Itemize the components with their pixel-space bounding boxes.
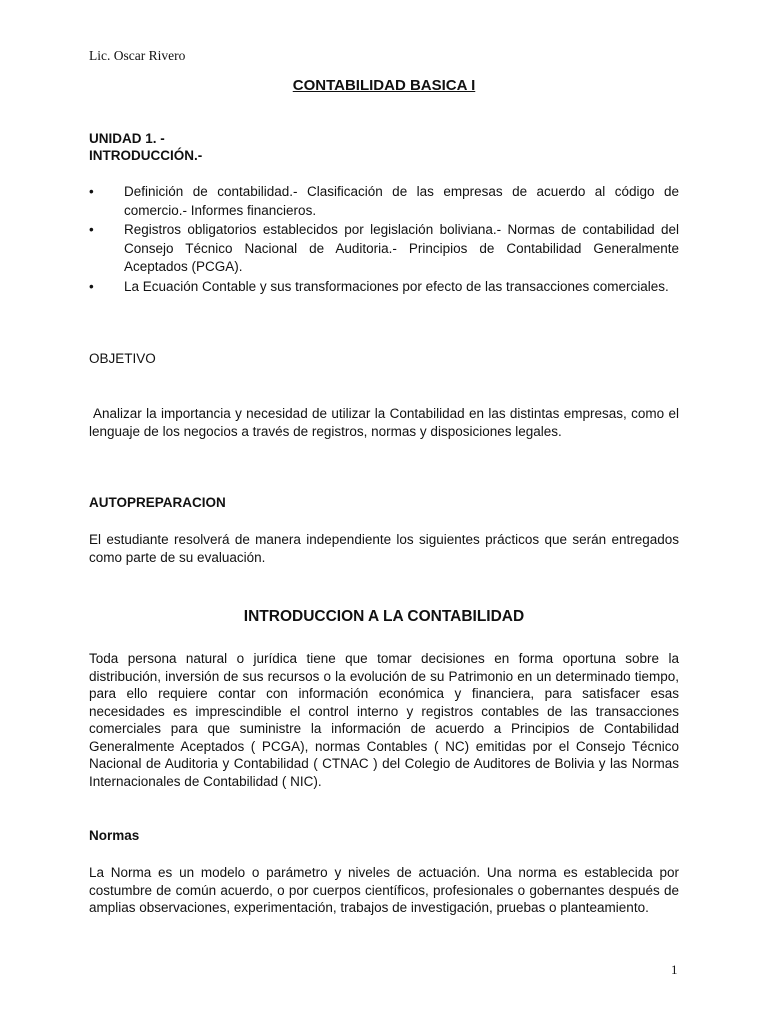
normas-text: La Norma es un modelo o parámetro y niveles de actuación. Una norma es establecida por costumbre de común acuerdo, o por cuerpos científicos, profesionales o gobernantes después de amplias observaciones, experimentación, trabajos de investigación, pruebas o planteamiento. — [89, 865, 679, 915]
intro-text: Toda persona natural o jurídica tiene que tomar decisiones en forma oportuna sobre la distribución, inversión de sus recursos o la evolución de su Patrimonio en un determinado tiempo, para ello requiere contar con información económica y financiera, para satisfacer esas necesidades es imprescindible el control interno y registros contables de las transacciones comerciales para que suministre la información de acuerdo a Principios de Contabilidad Generalmente Aceptados ( PCGA), normas Contables ( NC) emitidas por el Consejo Técnico Nacional de Auditoria y Contabilidad ( CTNAC ) del Colegio de Auditores de Bolivia y las Normas Internacionales de Contabilidad ( NIC). — [89, 651, 679, 789]
list-item — [89, 183, 679, 220]
page-number: 1 — [671, 962, 678, 977]
unit-title: INTRODUCCIÓN.- — [89, 148, 203, 163]
document-title: CONTABILIDAD BASICA I — [292, 77, 476, 94]
objetivo-label: OBJETIVO — [89, 351, 156, 366]
bullet-icon: • — [89, 222, 94, 237]
normas-heading: Normas — [89, 828, 140, 843]
unit-number: UNIDAD 1. - — [89, 131, 165, 146]
objetivo-text: Analizar la importancia y necesidad de utilizar la Contabilidad en las distintas empresas, como el lenguaje de los negocios a través de registros, normas y disposiciones legales. — [89, 406, 679, 439]
list-item — [89, 221, 679, 277]
list-item-text: Definición de contabilidad.- Clasificación de las empresas de acuerdo al código de comercio.- Informes financieros. — [124, 184, 679, 218]
autopreparacion-label: AUTOPREPARACION — [89, 495, 226, 510]
unit-heading — [89, 130, 202, 164]
list-item-text: La Ecuación Contable y sus transformaciones por efecto de las transacciones comerciales. — [124, 278, 669, 294]
topics-list — [89, 183, 679, 297]
autopreparacion-text: El estudiante resolverá de manera independiente los siguientes prácticos que serán entregados como parte de su evaluación. — [89, 532, 679, 565]
bullet-icon: • — [89, 184, 94, 199]
list-item-text: Registros obligatorios establecidos por legislación boliviana.- Normas de contabilidad del Consejo Técnico Nacional de Auditoria.- Principios de Contabilidad Generalmente Aceptados (PCGA). — [124, 222, 679, 274]
list-item — [89, 278, 679, 297]
author-header: Lic. Oscar Rivero — [89, 48, 186, 63]
bullet-icon: • — [89, 278, 94, 294]
section-heading: INTRODUCCION A LA CONTABILIDAD — [243, 608, 525, 625]
